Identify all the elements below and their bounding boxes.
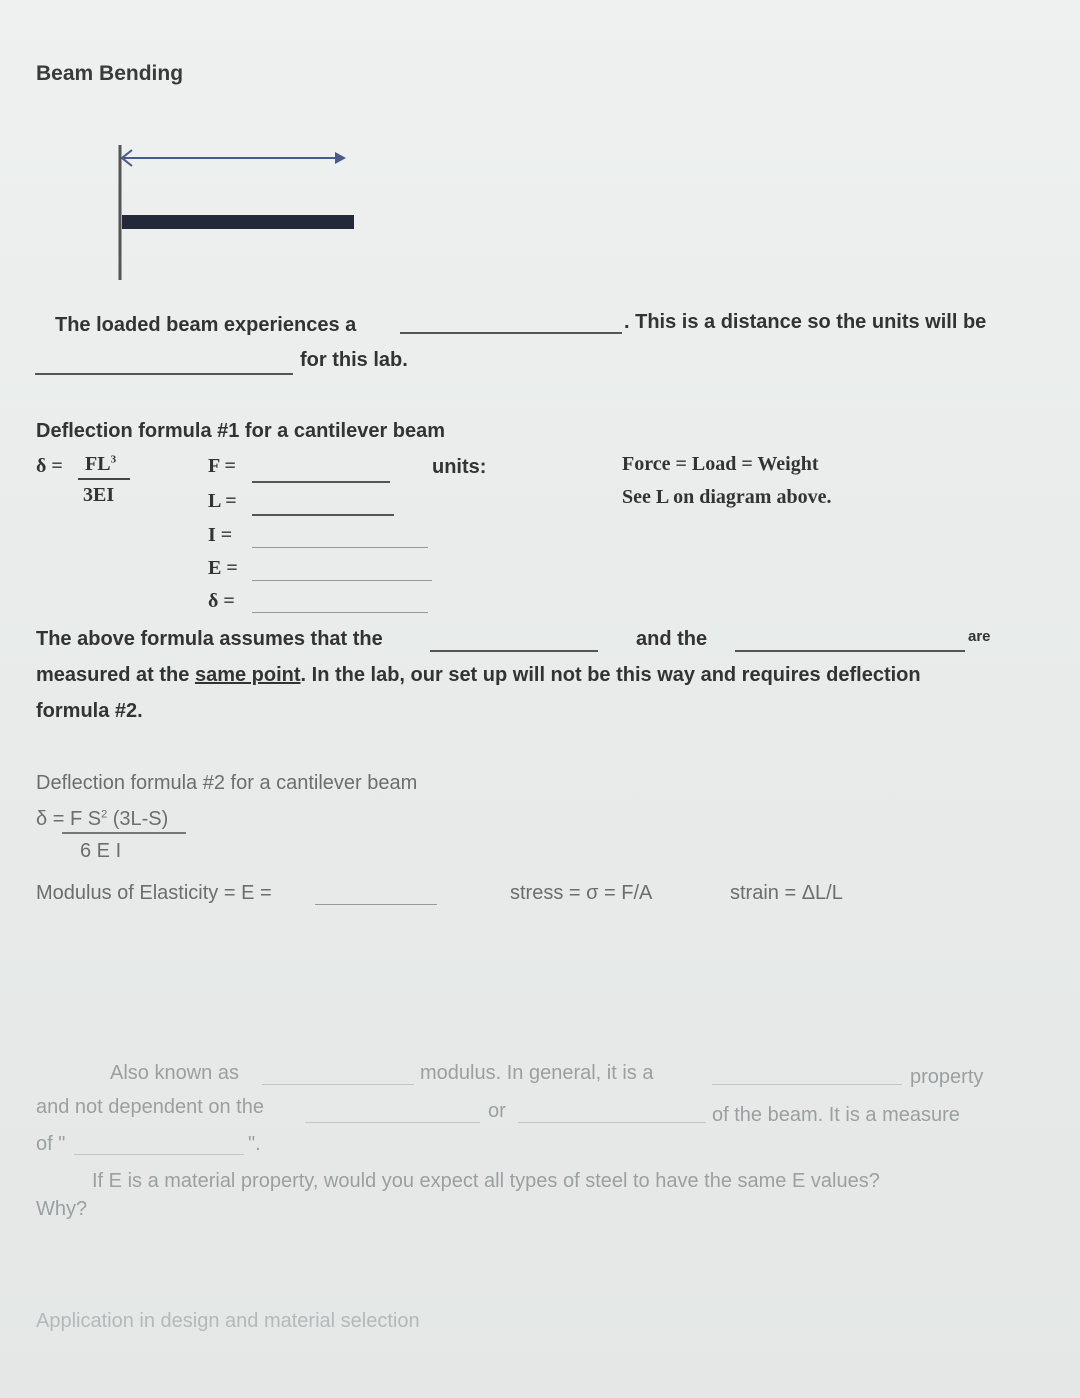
formula1-delta: δ = (36, 455, 63, 477)
var-F-label: F = (208, 455, 236, 477)
same-point-emphasis: same point (194, 664, 301, 686)
application-heading: Application in design and material selection (36, 1310, 420, 1332)
blank-delta[interactable] (252, 612, 428, 613)
blank-modulus[interactable] (315, 904, 437, 905)
of-quote-text: of " (36, 1133, 66, 1155)
of-quote-end: ". (248, 1133, 261, 1155)
note-L: See L on diagram above. (622, 486, 832, 508)
formula2-fraction-bar (62, 832, 186, 834)
formula1-denominator: 3EI (83, 484, 115, 506)
blank-F[interactable] (252, 481, 390, 483)
or-text: or (488, 1100, 506, 1122)
modulus-general-text: modulus. In general, it is a (420, 1062, 654, 1084)
blank-intro-1[interactable] (400, 332, 622, 334)
formula2-denominator: 6 E I (80, 840, 122, 862)
formula2-heading: Deflection formula #2 for a cantilever beam (36, 772, 418, 794)
units-label: units: (432, 456, 487, 478)
blank-property-type[interactable] (712, 1084, 902, 1085)
blank-measure[interactable] (74, 1154, 244, 1155)
property-text: property (910, 1066, 984, 1088)
page-title: Beam Bending (36, 62, 184, 85)
intro-text-3: for this lab. (300, 349, 408, 371)
formula1-heading: Deflection formula #1 for a cantilever beam (36, 420, 446, 442)
blank-I[interactable] (252, 547, 428, 548)
formula1-numerator: $FL^3$ (85, 453, 117, 475)
blank-E[interactable] (252, 580, 432, 581)
modulus-label: Modulus of Elasticity = E = (36, 882, 272, 904)
strain-formula: strain = ΔL/L (730, 882, 843, 904)
cantilever-beam-diagram (110, 140, 370, 290)
stress-formula: stress = σ = F/A (510, 882, 653, 904)
formula1-fraction-bar (78, 478, 130, 480)
blank-dependent-2[interactable] (518, 1122, 706, 1123)
beam (122, 215, 354, 229)
var-delta-label: δ = (208, 590, 235, 612)
intro-text-1: The loaded beam experiences a (55, 314, 357, 336)
var-I-label: I = (208, 524, 233, 546)
blank-also-known[interactable] (262, 1084, 414, 1085)
not-dependent-text: and not dependent on the (36, 1096, 264, 1118)
blank-intro-units[interactable] (35, 373, 293, 375)
intro-text-2: . This is a distance so the units will be (624, 311, 987, 333)
blank-assumption-2[interactable] (735, 650, 965, 652)
var-E-label: E = (208, 557, 238, 579)
blank-dependent-1[interactable] (305, 1122, 480, 1123)
arrow-head-right (335, 152, 346, 164)
assumption-text-3: are (968, 628, 991, 645)
assumption-text-2: and the (636, 628, 708, 650)
assumption-line-3: formula #2. (36, 700, 143, 722)
blank-L[interactable] (252, 514, 394, 516)
blank-assumption-1[interactable] (430, 650, 598, 652)
formula2-expression: δ = F $S^2$ (3L-S) (36, 808, 169, 830)
var-L-label: L = (208, 490, 237, 512)
of-beam-text: of the beam. It is a measure (712, 1104, 960, 1126)
assumption-text-1: The above formula assumes that the (36, 628, 383, 650)
note-force: Force = Load = Weight (622, 453, 819, 475)
assumption-line-2: measured at the same point. In the lab, our set up will not be this way and requires deflection (36, 664, 921, 686)
also-known-text: Also known as (110, 1062, 239, 1084)
why-text: Why? (36, 1198, 88, 1220)
question-text: If E is a material property, would you expect all types of steel to have the same E values? (92, 1170, 880, 1192)
